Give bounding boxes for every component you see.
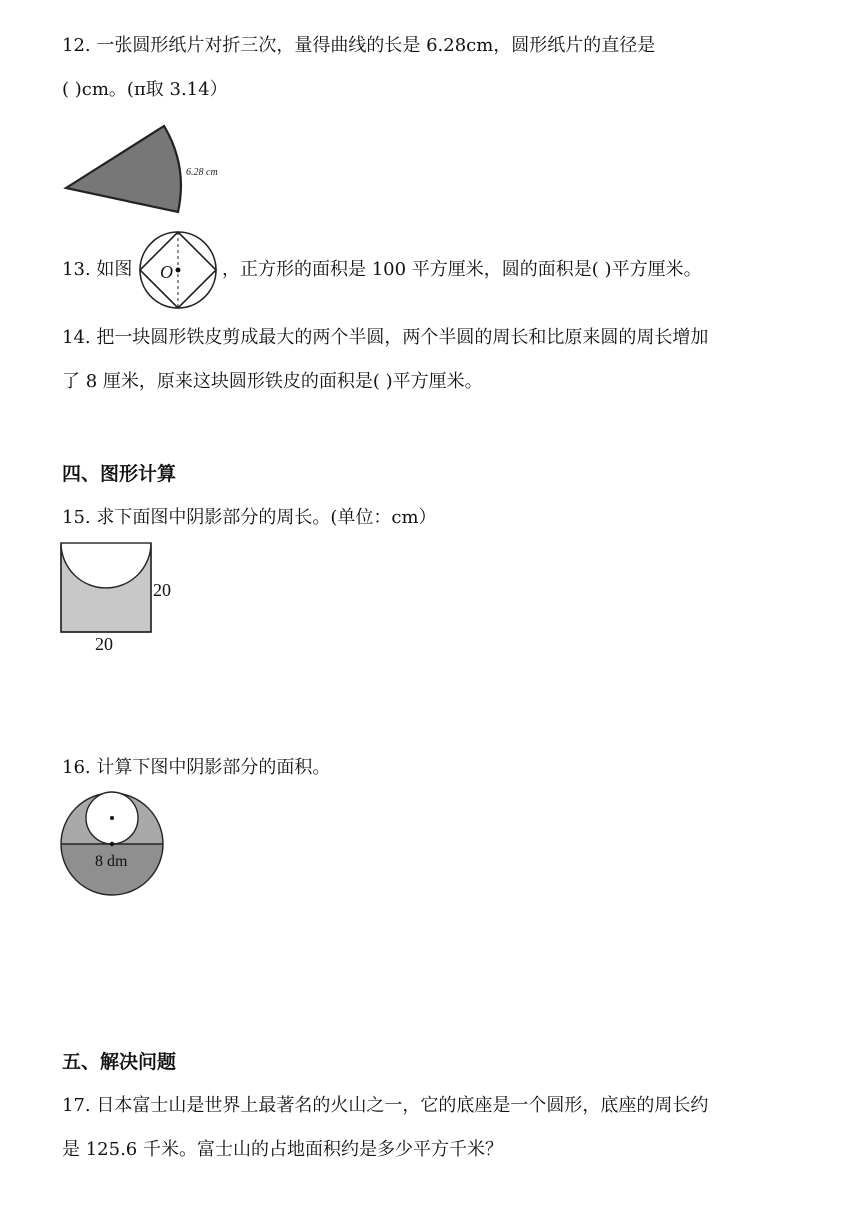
q17-line2: 是 125.6 千米。富士山的占地面积约是多少平方千米？	[62, 1139, 503, 1160]
q14-line1: 14. 把一块圆形铁皮剪成最大的两个半圆，两个半圆的周长和比原来圆的周长增加	[62, 327, 709, 348]
circle-square-figure	[136, 228, 220, 312]
square-semicircle-figure	[58, 540, 188, 658]
shaded-region	[61, 543, 151, 632]
center-label: O	[160, 262, 173, 282]
bottom-length-label: 20	[95, 634, 113, 654]
q12-line2: ( )cm。(π取 3.14）	[62, 79, 228, 100]
sector-shape	[66, 126, 181, 212]
section-five-heading: 五、解决问题	[62, 1051, 177, 1073]
center-dot	[176, 268, 181, 273]
q17-line1: 17. 日本富士山是世界上最著名的火山之一，它的底座是一个圆形，底座的周长约	[62, 1095, 709, 1116]
q12-line1: 12. 一张圆形纸片对折三次，量得曲线的长是 6.28cm，圆形纸片的直径是	[62, 35, 656, 56]
q13-prefix: 13. 如图	[62, 259, 133, 280]
sector-figure	[60, 118, 240, 218]
q14-line2: 了 8 厘米，原来这块圆形铁皮的面积是( )平方厘米。	[62, 371, 483, 392]
section-four-heading: 四、图形计算	[62, 463, 177, 485]
q13-suffix: ，正方形的面积是 100 平方厘米，圆的面积是( )平方厘米。	[222, 259, 702, 280]
q16-text: 16. 计算下图中阴影部分的面积。	[62, 757, 331, 778]
arc-length-label: 6.28 cm	[186, 167, 218, 178]
diameter-label: 8 dm	[95, 853, 128, 870]
large-center-dot	[110, 842, 114, 846]
small-center-dot	[110, 816, 114, 820]
q15-text: 15. 求下面图中阴影部分的周长。(单位：cm）	[62, 507, 437, 528]
side-length-label: 20	[153, 580, 171, 600]
circles-figure	[58, 790, 168, 900]
